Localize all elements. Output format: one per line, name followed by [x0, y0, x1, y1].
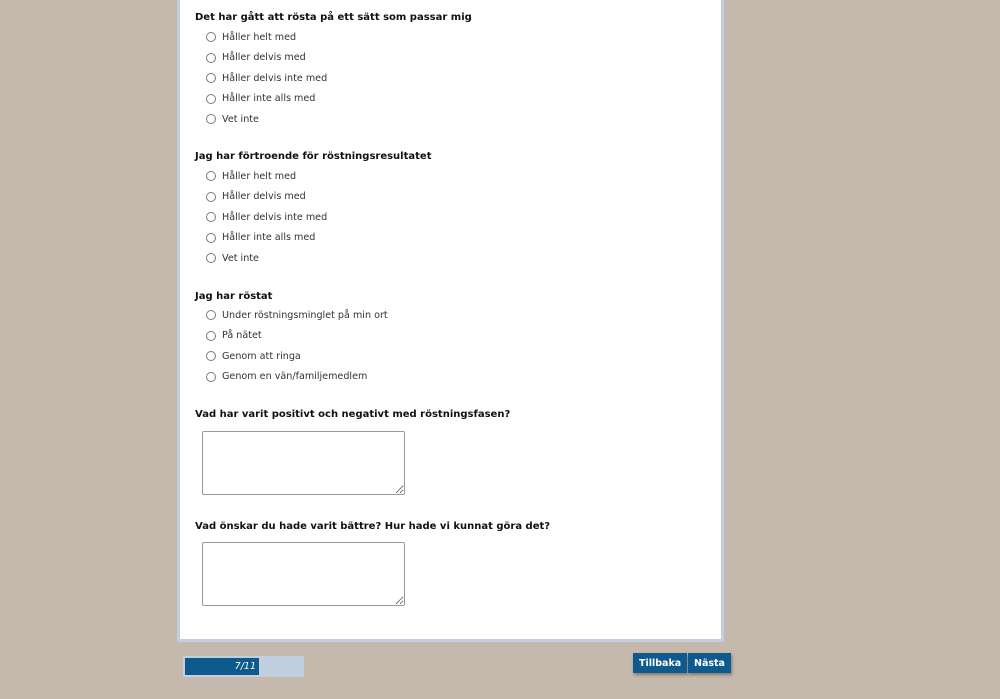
option-label: Håller inte alls med	[222, 232, 316, 244]
question-title: Vad önskar du hade varit bättre? Hur hade vi kunnat göra det?	[195, 521, 551, 532]
option-vet-inte[interactable]	[195, 109, 472, 130]
radio-button[interactable]	[206, 171, 216, 181]
option-hall-inte-alls-med[interactable]	[195, 228, 431, 249]
radio-button[interactable]	[206, 331, 216, 341]
option-label: Genom en vän/familjemedlem	[222, 371, 368, 383]
question-title: Vad har varit positivt och negativt med röstningsfasen?	[195, 409, 511, 420]
option-genom-att-ringa[interactable]	[195, 346, 388, 367]
radio-button[interactable]	[206, 372, 216, 382]
next-button[interactable]: Nästa	[688, 653, 731, 673]
radio-button[interactable]	[206, 212, 216, 222]
option-label: Håller delvis med	[222, 191, 306, 203]
option-hall-helt-med[interactable]	[195, 166, 431, 187]
option-label: Håller delvis med	[222, 52, 306, 64]
radio-button[interactable]	[206, 94, 216, 104]
positive-negative-textarea[interactable]	[202, 431, 405, 495]
option-list	[195, 166, 431, 269]
option-list	[195, 305, 388, 387]
radio-button[interactable]	[206, 73, 216, 83]
option-label: Håller helt med	[222, 31, 297, 43]
question-2	[195, 151, 431, 269]
option-genom-van-familjemedlem[interactable]	[195, 367, 388, 388]
radio-button[interactable]	[206, 351, 216, 361]
option-label: Vet inte	[222, 113, 259, 125]
option-hall-helt-med[interactable]	[195, 27, 472, 48]
option-hall-delvis-inte-med[interactable]	[195, 68, 472, 89]
option-label: Under röstningsminglet på min ort	[222, 309, 388, 321]
radio-button[interactable]	[206, 310, 216, 320]
radio-button[interactable]	[206, 253, 216, 263]
text-question-1	[195, 409, 510, 421]
option-label: Håller delvis inte med	[222, 211, 328, 223]
option-list	[195, 27, 472, 130]
back-button[interactable]: Tillbaka	[633, 653, 687, 673]
radio-button[interactable]	[206, 53, 216, 63]
question-title: Jag har förtroende för röstningsresultatet	[195, 151, 432, 162]
option-hall-inte-alls-med[interactable]	[195, 89, 472, 110]
option-hall-delvis-med[interactable]	[195, 187, 431, 208]
option-label: Håller delvis inte med	[222, 72, 328, 84]
option-vet-inte[interactable]	[195, 248, 431, 269]
option-hall-delvis-inte-med[interactable]	[195, 207, 431, 228]
radio-button[interactable]	[206, 114, 216, 124]
option-label: Vet inte	[222, 252, 259, 264]
option-label: På nätet	[222, 330, 262, 342]
option-label: Genom att ringa	[222, 350, 301, 362]
question-1	[195, 12, 472, 130]
text-question-2	[195, 521, 550, 533]
improvement-textarea[interactable]	[202, 542, 405, 606]
question-title: Jag har röstat	[195, 291, 273, 302]
radio-button[interactable]	[206, 192, 216, 202]
radio-button[interactable]	[206, 32, 216, 42]
progress-bar	[183, 656, 304, 677]
option-label: Håller helt med	[222, 170, 297, 182]
question-3	[195, 291, 388, 387]
option-pa-natet[interactable]	[195, 326, 388, 347]
radio-button[interactable]	[206, 233, 216, 243]
option-hall-delvis-med[interactable]	[195, 48, 472, 69]
option-label: Håller inte alls med	[222, 93, 316, 105]
question-title: Det har gått att rösta på ett sätt som passar mig	[195, 12, 472, 23]
option-rostningsminglet[interactable]	[195, 305, 388, 326]
progress-fill	[185, 658, 259, 675]
progress-label: 7/11	[234, 661, 256, 672]
